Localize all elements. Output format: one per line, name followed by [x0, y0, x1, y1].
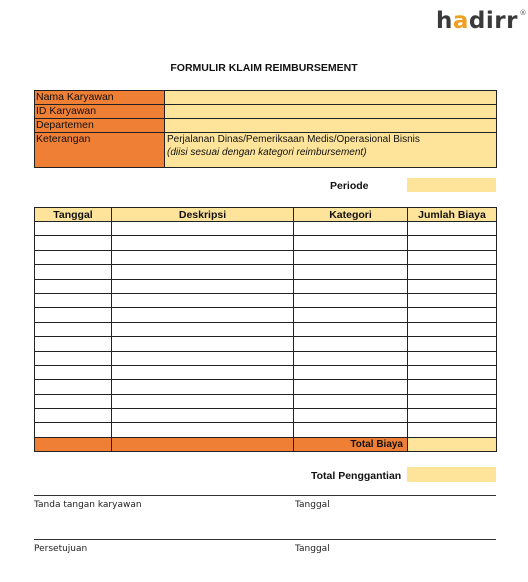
kategori-cell[interactable]: [294, 423, 408, 437]
deskripsi-cell[interactable]: [112, 322, 294, 336]
nama-karyawan-field[interactable]: [165, 91, 496, 104]
col-header-tanggal: Tanggal: [35, 208, 112, 222]
deskripsi-cell[interactable]: [112, 236, 294, 250]
deskripsi-cell[interactable]: [112, 337, 294, 351]
kategori-cell[interactable]: [294, 279, 408, 293]
kategori-cell[interactable]: [294, 322, 408, 336]
tanggal-cell[interactable]: [35, 423, 112, 437]
table-row: [35, 423, 497, 437]
deskripsi-cell[interactable]: [112, 222, 294, 236]
total-biaya-label: Total Biaya: [294, 437, 408, 451]
nama-karyawan-label: Nama Karyawan: [35, 91, 165, 104]
table-row: [35, 365, 497, 379]
kategori-cell[interactable]: [294, 380, 408, 394]
jumlah-biaya-cell[interactable]: [408, 308, 497, 322]
jumlah-biaya-cell[interactable]: [408, 365, 497, 379]
total-biaya-field[interactable]: [408, 437, 497, 451]
total-row: [35, 437, 497, 451]
deskripsi-cell[interactable]: [112, 250, 294, 264]
tanggal-cell[interactable]: [35, 337, 112, 351]
id-karyawan-field[interactable]: [165, 105, 496, 118]
jumlah-biaya-cell[interactable]: [408, 394, 497, 408]
col-header-kategori: Kategori: [294, 208, 408, 222]
table-row: [35, 394, 497, 408]
table-row: [35, 250, 497, 264]
table-header-row: [35, 208, 497, 222]
jumlah-biaya-cell[interactable]: [408, 409, 497, 423]
tanggal-cell[interactable]: [35, 265, 112, 279]
periode-field[interactable]: [407, 178, 496, 192]
deskripsi-cell[interactable]: [112, 265, 294, 279]
departemen-label: Departemen: [35, 119, 165, 132]
hadirr-logo: hadirr ®: [436, 8, 527, 34]
id-karyawan-row: [35, 105, 496, 119]
table-row: [35, 236, 497, 250]
deskripsi-cell[interactable]: [112, 423, 294, 437]
expense-table: [34, 207, 497, 452]
id-karyawan-label: ID Karyawan: [35, 105, 165, 118]
deskripsi-cell[interactable]: [112, 394, 294, 408]
keterangan-row: [35, 133, 496, 167]
tanggal-cell[interactable]: [35, 409, 112, 423]
col-header-deskripsi: Deskripsi: [112, 208, 294, 222]
persetujuan-label: Persetujuan: [34, 544, 88, 554]
kategori-cell[interactable]: [294, 308, 408, 322]
kategori-cell[interactable]: [294, 394, 408, 408]
periode-label: Periode: [330, 180, 369, 192]
deskripsi-cell[interactable]: [112, 351, 294, 365]
kategori-cell[interactable]: [294, 351, 408, 365]
deskripsi-cell[interactable]: [112, 409, 294, 423]
keterangan-note: (diisi sesuai dengan kategori reimbursement): [167, 147, 367, 158]
table-row: [35, 380, 497, 394]
jumlah-biaya-cell[interactable]: [408, 265, 497, 279]
table-row: [35, 337, 497, 351]
form-title: FORMULIR KLAIM REIMBURSEMENT: [170, 62, 358, 74]
total-row-spacer: [35, 437, 112, 451]
col-header-jumlah-biaya: Jumlah Biaya: [408, 208, 497, 222]
jumlah-biaya-cell[interactable]: [408, 279, 497, 293]
jumlah-biaya-cell[interactable]: [408, 337, 497, 351]
tanggal-cell[interactable]: [35, 293, 112, 307]
tanggal-label-1: Tanggal: [295, 500, 330, 510]
tanggal-cell[interactable]: [35, 322, 112, 336]
kategori-cell[interactable]: [294, 250, 408, 264]
employee-info-block: [34, 90, 497, 168]
kategori-cell[interactable]: [294, 236, 408, 250]
kategori-cell[interactable]: [294, 293, 408, 307]
jumlah-biaya-cell[interactable]: [408, 222, 497, 236]
tanda-tangan-karyawan-label: Tanda tangan karyawan: [34, 500, 142, 510]
table-row: [35, 409, 497, 423]
table-row: [35, 308, 497, 322]
keterangan-value: Perjalanan Dinas/Pemeriksaan Medis/Operasional Bisnis: [167, 134, 420, 145]
tanggal-cell[interactable]: [35, 380, 112, 394]
jumlah-biaya-cell[interactable]: [408, 423, 497, 437]
jumlah-biaya-cell[interactable]: [408, 250, 497, 264]
kategori-cell[interactable]: [294, 337, 408, 351]
tanggal-label-2: Tanggal: [295, 544, 330, 554]
registered-mark: ®: [519, 9, 527, 17]
jumlah-biaya-cell[interactable]: [408, 293, 497, 307]
deskripsi-cell[interactable]: [112, 279, 294, 293]
tanggal-cell[interactable]: [35, 222, 112, 236]
total-row-spacer: [112, 437, 294, 451]
tanggal-cell[interactable]: [35, 250, 112, 264]
tanggal-cell[interactable]: [35, 351, 112, 365]
jumlah-biaya-cell[interactable]: [408, 322, 497, 336]
table-row: [35, 279, 497, 293]
kategori-cell[interactable]: [294, 409, 408, 423]
signature-divider: [34, 495, 496, 496]
tanggal-cell[interactable]: [35, 365, 112, 379]
table-row: [35, 293, 497, 307]
jumlah-biaya-cell[interactable]: [408, 351, 497, 365]
keterangan-label: Keterangan: [35, 133, 165, 167]
total-penggantian-label: Total Penggantian: [311, 470, 402, 482]
deskripsi-cell[interactable]: [112, 293, 294, 307]
nama-karyawan-row: [35, 91, 496, 105]
tanggal-cell[interactable]: [35, 394, 112, 408]
departemen-field[interactable]: [165, 119, 496, 132]
total-penggantian-field[interactable]: [407, 467, 496, 482]
approval-divider: [34, 539, 496, 540]
tanggal-cell[interactable]: [35, 308, 112, 322]
deskripsi-cell[interactable]: [112, 308, 294, 322]
departemen-row: [35, 119, 496, 133]
jumlah-biaya-cell[interactable]: [408, 236, 497, 250]
keterangan-field[interactable]: [165, 133, 496, 167]
table-row: [35, 322, 497, 336]
deskripsi-cell[interactable]: [112, 365, 294, 379]
tanggal-cell[interactable]: [35, 279, 112, 293]
kategori-cell[interactable]: [294, 365, 408, 379]
table-row: [35, 265, 497, 279]
deskripsi-cell[interactable]: [112, 380, 294, 394]
table-row: [35, 222, 497, 236]
kategori-cell[interactable]: [294, 222, 408, 236]
jumlah-biaya-cell[interactable]: [408, 380, 497, 394]
tanggal-cell[interactable]: [35, 236, 112, 250]
kategori-cell[interactable]: [294, 265, 408, 279]
expense-table-body: [35, 222, 497, 438]
table-row: [35, 351, 497, 365]
